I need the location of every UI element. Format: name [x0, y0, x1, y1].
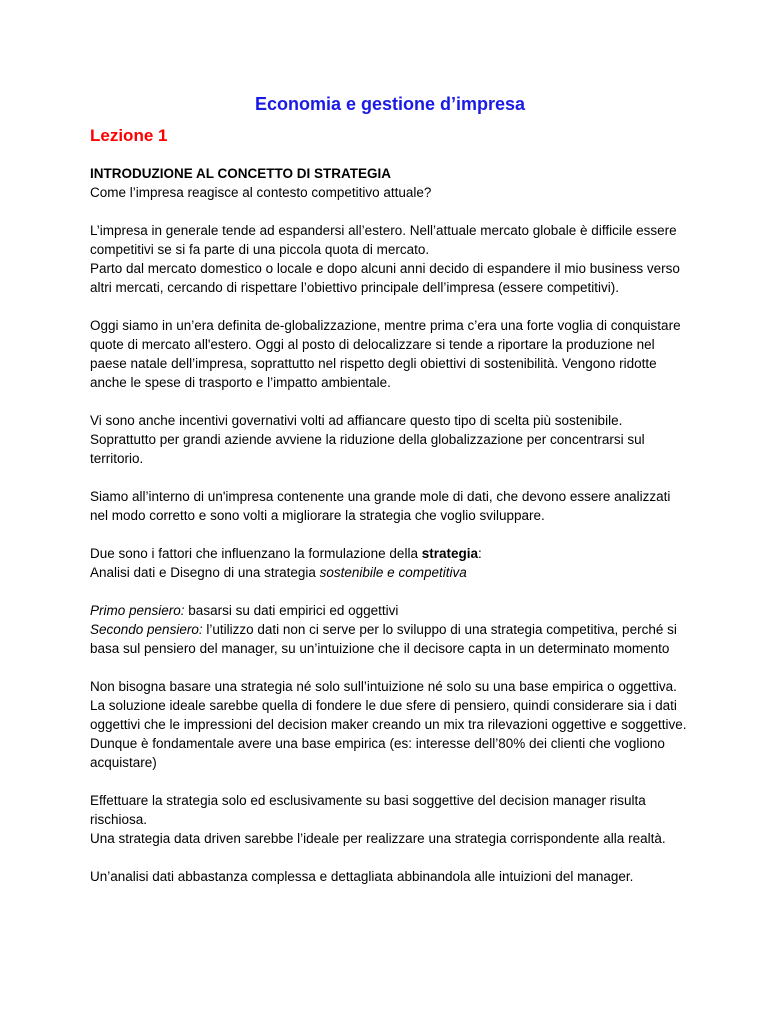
paragraph-factors [90, 544, 690, 582]
section-heading: INTRODUZIONE AL CONCETTO DI STRATEGIA [90, 166, 392, 181]
paragraph-line: Un’analisi dati abbastanza complessa e dettagliata abbinandola alle intuizioni del manager. [90, 869, 634, 884]
paragraph-expansion [90, 221, 690, 297]
paragraph-line [90, 601, 690, 620]
paragraph-conclusion [90, 867, 690, 886]
paragraph-thoughts [90, 601, 690, 658]
paragraph-line: Oggi siamo in un’era definita de-globalizzazione, mentre prima c’era una forte voglia di conquistare quote di mercato all'estero. Oggi al posto di delocalizzare si tende a riportare la produzione nel paese natale dell’impresa, soprattutto nel rispetto degli obiettivi di sostenibilità. Vengono ridotte anche le spese di trasporto e l’impatto ambientale. [90, 318, 681, 390]
text-run: : [477, 546, 482, 561]
text-run: Due sono i fattori che influenzano la formulazione della [90, 546, 422, 561]
text-run: basarsi su dati empirici ed oggettivi [184, 603, 399, 618]
paragraph-line: Parto dal mercato domestico o locale e dopo alcuni anni decido di espandere il mio business verso altri mercati, cercando di rispettare l’obiettivo principale dell’impresa (essere competitivi). [90, 261, 680, 295]
paragraph-line [90, 620, 690, 658]
paragraph-line: Effettuare la strategia solo ed esclusivamente su basi soggettive del decision manager risulta rischiosa. [90, 793, 646, 827]
document-page [90, 92, 690, 886]
paragraph-line: Una strategia data driven sarebbe l’ideale per realizzare una strategia corrispondente alla realtà. [90, 831, 666, 846]
second-thought-label: Secondo pensiero: [90, 622, 203, 637]
text-run: Analisi dati e Disegno di una strategia [90, 565, 320, 580]
first-thought-label: Primo pensiero: [90, 603, 185, 618]
lesson-heading: Lezione 1 [90, 126, 168, 145]
paragraph-line [90, 544, 690, 563]
paragraph-line: L’impresa in generale tende ad espandersi all’estero. Nell’attuale mercato globale è difficile essere competitivi se si fa parte di una piccola quota di mercato. [90, 223, 677, 257]
paragraph-line [90, 563, 690, 582]
intro-question: Come l’impresa reagisce al contesto competitivo attuale? [90, 185, 432, 200]
paragraph-line: Vi sono anche incentivi governativi volti ad affiancare questo tipo di scelta più sostenibile. Soprattutto per grandi aziende avviene la riduzione della globalizzazione per concentrarsi sul territorio. [90, 413, 645, 466]
paragraph-balance [90, 677, 690, 772]
paragraph-incentives [90, 411, 690, 468]
paragraph-intro [90, 164, 690, 202]
italic-phrase: sostenibile e competitiva [319, 565, 467, 580]
text-run: l’utilizzo dati non ci serve per lo sviluppo di una strategia competitiva, perché si basa sul pensiero del manager, su un’intuizione che il decisore capta in un determinato momento [90, 622, 677, 656]
document-title: Economia e gestione d’impresa [254, 94, 526, 114]
paragraph-data [90, 487, 690, 525]
document-body [90, 164, 690, 886]
paragraph-line: Siamo all’interno di un'impresa contenente una grande mole di dati, che devono essere analizzati nel modo corretto e sono volti a migliorare la strategia che voglio sviluppare. [90, 489, 671, 523]
paragraph-risk [90, 791, 690, 848]
paragraph-deglobalization [90, 316, 690, 392]
paragraph-line: Non bisogna basare una strategia né solo sull’intuizione né solo su una base empirica o oggettiva. La soluzione ideale sarebbe quella di fondere le due sfere di pensiero, quindi considerare sia i dati oggettivi che le impressioni del decision maker creando un mix tra rilevazioni oggettive e soggettive. Dunque è fondamentale avere una base empirica (es: interesse dell’80% dei clienti che vogliono acquistare) [90, 679, 687, 770]
strategy-term: strategia [421, 546, 478, 561]
